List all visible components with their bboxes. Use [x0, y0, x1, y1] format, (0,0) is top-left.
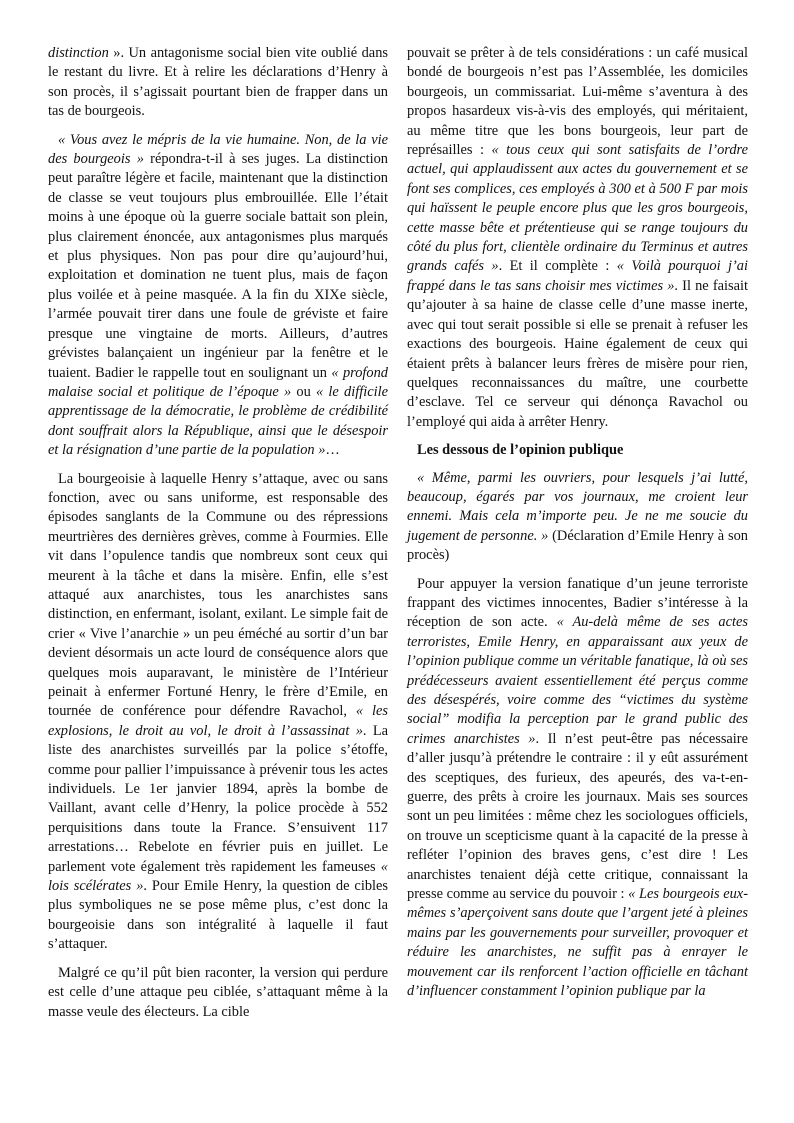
text-run: Malgré ce qu’il pût bien raconter, la version qui perdure est celle d’une attaque peu ciblée, s’attaquant même à la masse veule des électeurs. La cible	[48, 964, 388, 1020]
text-run: …	[325, 442, 340, 459]
text-run: (Déclaration d’Emile Henry à son procès)	[407, 527, 748, 564]
quote: « tous ceux qui sont satisfaits de l’ordre actuel, qui applaudissent aux actes du gouvernement et se font ses complices, ces employés à 300 et à 500 F par mois qui haïssent le peuple encore plus que les gros bourgeois, cette masse bête et prétentieuse qui se range toujours du côté du plus fort, clientèle ordinaire du Terminus et autres grands cafés »	[407, 142, 748, 275]
quote: « profond malaise social et politique de l’époque »	[48, 364, 388, 400]
paragraph	[407, 469, 748, 566]
paragraph	[407, 44, 748, 432]
text-run: . Il ne faisait qu’ajouter à sa haine de classe celle d’une masse inerte, avec qui tout serait possible si elle se prenait à refuser les exactions des bourgeois. Haine également de ceux qui étaient prêts à balancer leurs frères de misère pour rien, quelques reconnaissances du maître, une courbette d’esclave. Tel ce serveur qui dénonça Ravachol ou l’employé qui aida à arrêter Henry.	[407, 277, 748, 430]
text-run: ou	[291, 383, 316, 400]
text-run: La bourgeoisie à laquelle Henry s’attaque, avec ou sans fonction, avec ou sans uniforme, est responsable des épisodes sanglants de la Commune ou des répressions meurtrières des dernières grèves, comme à Fourmies. Elle vit dans l’opulence tandis que nombreux sont ceux qui meurent à la tâche et dans la misère. Enfin, elle s’est attaqué aux anarchistes, tous les anarchistes sans distinction, en enfermant, isolant, exilant. Le simple fait de crier « Vive l’anarchie » un peu éméché au sortir d’un bar devient désormais un acte lourd de conséquence alors que quelques mois auparavant, le ministère de l’Intérieur peinait à enfermer Fortuné Henry, le frère d’Emile, en tournée de conférence pour défendre Ravachol,	[48, 470, 388, 720]
quote: distinction	[48, 45, 109, 61]
paragraph	[48, 131, 388, 461]
quote: « Au-delà même de ses actes terroristes, Emile Henry, en apparaissant aux yeux de l’opinion publique comme un véritable fanatique, là où ses prédécesseurs avaient essentiellement été perçus comme des désespérés, voire comme des “victimes du système social” modifia la perception par le grand public des crimes anarchistes »	[407, 614, 748, 747]
text-run: répondra-t-il à ses juges. La distinction peut paraître légère et facile, maintenant que la distinction de classe se veut toujours plus embrouillée. Elle l’était moins à une époque où la guerre sociale battait son plein, plus clairement énoncée, aux antagonismes plus marqués et plus physiques. Non pas pour dire qu’aujourd’hui, exploitation et domination ne tuent plus, mais de façon plus voilée et à peine masquée. A la fin du XIXe siècle, l’armée pouvait tirer dans une foule de gréviste et faire presque une vingtaine de morts. Ailleurs, d’autres grévistes balançaient un ingénieur par la fenêtre et le tuaient. Badier le rappelle tout en soulignant un	[48, 151, 388, 381]
paragraph	[407, 575, 748, 1002]
text-run: Pour appuyer la version fanatique d’un jeune terroriste frappant des victimes innocentes, Badier s’intéresse à la réception de son acte.	[407, 575, 748, 631]
paragraph	[48, 964, 388, 1022]
quote: « lois scélérates »	[48, 858, 388, 895]
quote: « le difficile apprentissage de la démocratie, le problème de crédibilité dont souffrait alors la République, ainsi que le désespoir et la résignation d’une partie de la population »	[48, 383, 388, 459]
text-run: . Il n’est peut-être pas nécessaire d’aller jusqu’à prétendre le contraire : il y eût assurément des sceptiques, des furieux, des apeurés, des va-t-en-guerre, des prêts à croire les journaux. Mais ses sources sont un peu limitées : même chez les sociologues officiels, on trouve un scepticisme quant à la capacité de la presse à refléter l’opinion des braves gens, c’est dire ! Les anarchistes tenaient déjà cette critique, connaissant la presse comme au service du pouvoir :	[407, 730, 748, 903]
paragraph	[48, 470, 388, 955]
quote: « Vous avez le mépris de la vie humaine. Non, de la vie des bourgeois »	[48, 131, 388, 168]
quote: « Voilà pourquoi j’ai frappé dans le tas sans choisir mes victimes »	[407, 258, 748, 294]
text-run: . La liste des anarchistes surveillés par la police s’étoffe, comme pour pallier l’impuissance à prévenir tous les actes individuels. Le 1er janvier 1894, après la bombe de Vaillant, avant celle d’Henry, la police procède à 552 perquisitions dans toute la France. S’ensuivent 117 arrestations… Rebelote en février puis en juillet. Le parlement vote également très rapidement les fameuses	[48, 722, 388, 875]
quote: « les explosions, le droit au vol, le droit à l’assassinat »	[48, 703, 389, 739]
quote: « Même, parmi les ouvriers, pour lesquels j’ai lutté, beaucoup, égarés par vos journaux, me croient leur ennemi. Mais cela m’importe peu. Je ne me soucie du jugement de personne. »	[407, 469, 748, 544]
right-column	[407, 44, 748, 1011]
text-run: ». Un antagonisme social bien vite oublié dans le restant du livre. Et à relire les déclarations d’Henry à son procès, il s’agissait pourtant bien de frapper dans un tas de bourgeois.	[48, 45, 388, 120]
paragraph	[48, 44, 388, 122]
text-run: . Pour Emile Henry, la question de cibles plus symboliques ne se pose même plus, c’est donc la bourgeoisie dans son intégralité à laquelle il faut s’attaquer.	[48, 878, 388, 953]
quote: « Les bourgeois eux-mêmes s’aperçoivent sans doute que l’argent jeté à pleines mains par les gouvernements pour surveiller, provoquer et réduire les anarchistes, ne suffit pas à enrayer le mouvement car ils renforcent l’action officielle en tâchant d’influencer constamment l’opinion publique par la	[407, 886, 748, 1000]
text-run: pouvait se prêter à de tels considérations : un café musical bondé de bourgeois n’est pas l’Assemblée, les domiciles bourgeois, un commissariat. Lui-même s’aventura à des propos hasardeux vis-à-vis des employés, qui méritaient, au même titre que les bons bourgeois, leur part de représailles :	[407, 45, 748, 159]
left-column	[48, 44, 388, 1031]
section-heading: Les dessous de l’opinion publique	[417, 442, 624, 459]
text-run: . Et il complète :	[498, 258, 617, 275]
